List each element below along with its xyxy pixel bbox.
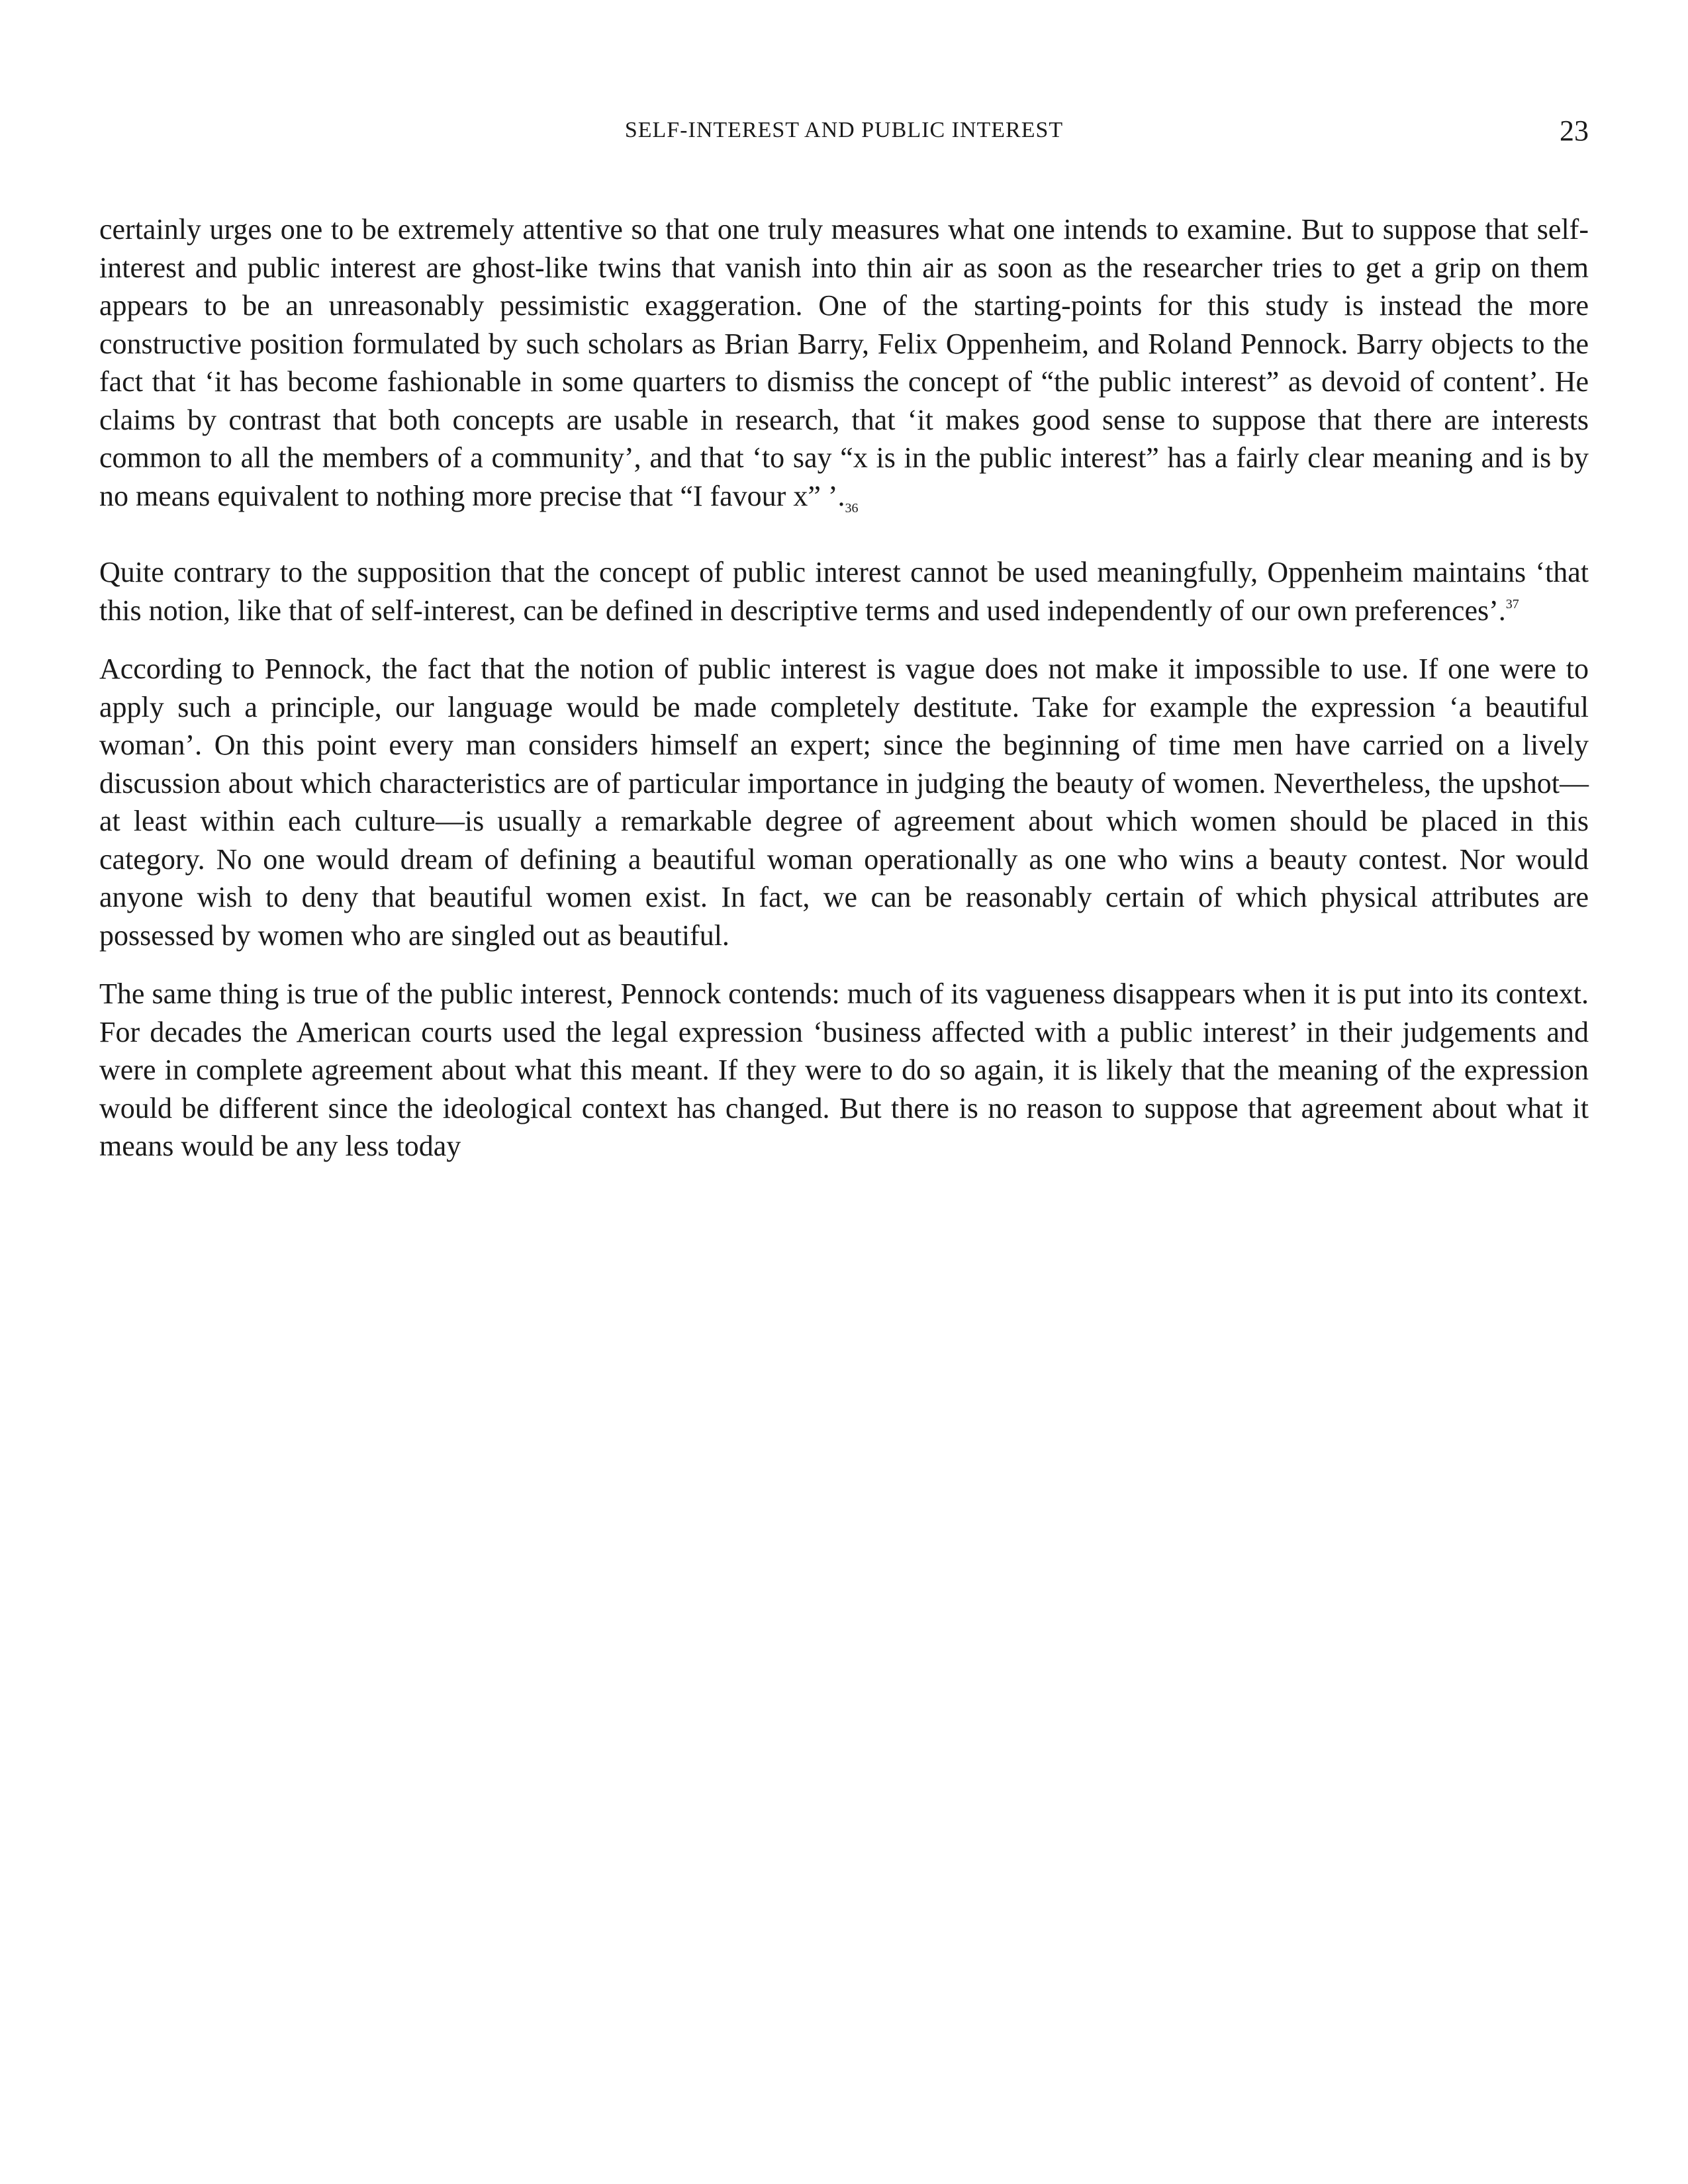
paragraph-1-text: certainly urges one to be extremely attentive so that one truly measures what one intends to examine. But to suppose that self-interest and public interest are ghost-like twins that vanish into thin air as soon as the researcher tries to get a grip on them appears to be an unreasonably pessimistic exaggeration. One of the starting-points for this study is instead the more constructive position formulated by such scholars as Brian Barry, Felix Oppenheim, and Roland Pennock. Barry objects to the fact that ‘it has become fashionable in some quarters to dismiss the concept of “the public interest” as devoid of content’. He claims by contrast that both concepts are usable in research, that ‘it makes good sense to suppose that there are interests common to all the members of a community’, and that ‘to say “x is in the public interest” has a fairly clear meaning and is by no means equivalent to nothing more precise that “I favour x” ’. <box>99 213 1589 512</box>
paragraph-3-text: According to Pennock, the fact that the notion of public interest is vague does not make it impossible to use. If one were to apply such a principle, our language would be made completely destitute. Take for example the expression ‘a beautiful woman’. On this point every man considers himself an expert; since the beginning of time men have carried on a lively discussion about which characteristics are of particular importance in judging the beauty of women. Nevertheless, the upshot—at least within each culture—is usually a remarkable degree of agreement about which women should be placed in this category. No one would dream of defining a beautiful woman operationally as one who wins a beauty contest. Nor would anyone wish to deny that beautiful women exist. In fact, we can be reasonably certain of which physical attributes are possessed by women who are singled out as beautiful. <box>99 653 1589 952</box>
footnote-ref-37: 37 <box>1505 596 1519 612</box>
page-number: 23 <box>1560 114 1589 147</box>
paragraph-3 <box>99 650 1589 954</box>
paragraph-2-text: Quite contrary to the supposition that the concept of public interest cannot be used meaningfully, Oppenheim maintains ‘that this notion, like that of self-interest, can be defined in descriptive terms and used independently of our own preferences’. <box>99 556 1589 627</box>
paragraph-2 <box>99 553 1589 629</box>
paragraph-4-text: The same thing is true of the public interest, Pennock contends: much of its vagueness disappears when it is put into its context. For decades the American courts used the legal expression ‘business affected with a public interest’ in their judgements and were in complete agreement about what this meant. If they were to do so again, it is likely that the meaning of the expression would be different since the ideological context has changed. But there is no reason to suppose that agreement about what it means would be any less today <box>99 978 1589 1162</box>
running-title: SELF-INTEREST AND PUBLIC INTEREST <box>624 118 1064 142</box>
footnote-ref-36: 36 <box>845 500 859 516</box>
running-header <box>99 114 1589 154</box>
paragraph-1 <box>99 210 1589 515</box>
body-text <box>99 210 1589 1186</box>
paragraph-4 <box>99 975 1589 1165</box>
